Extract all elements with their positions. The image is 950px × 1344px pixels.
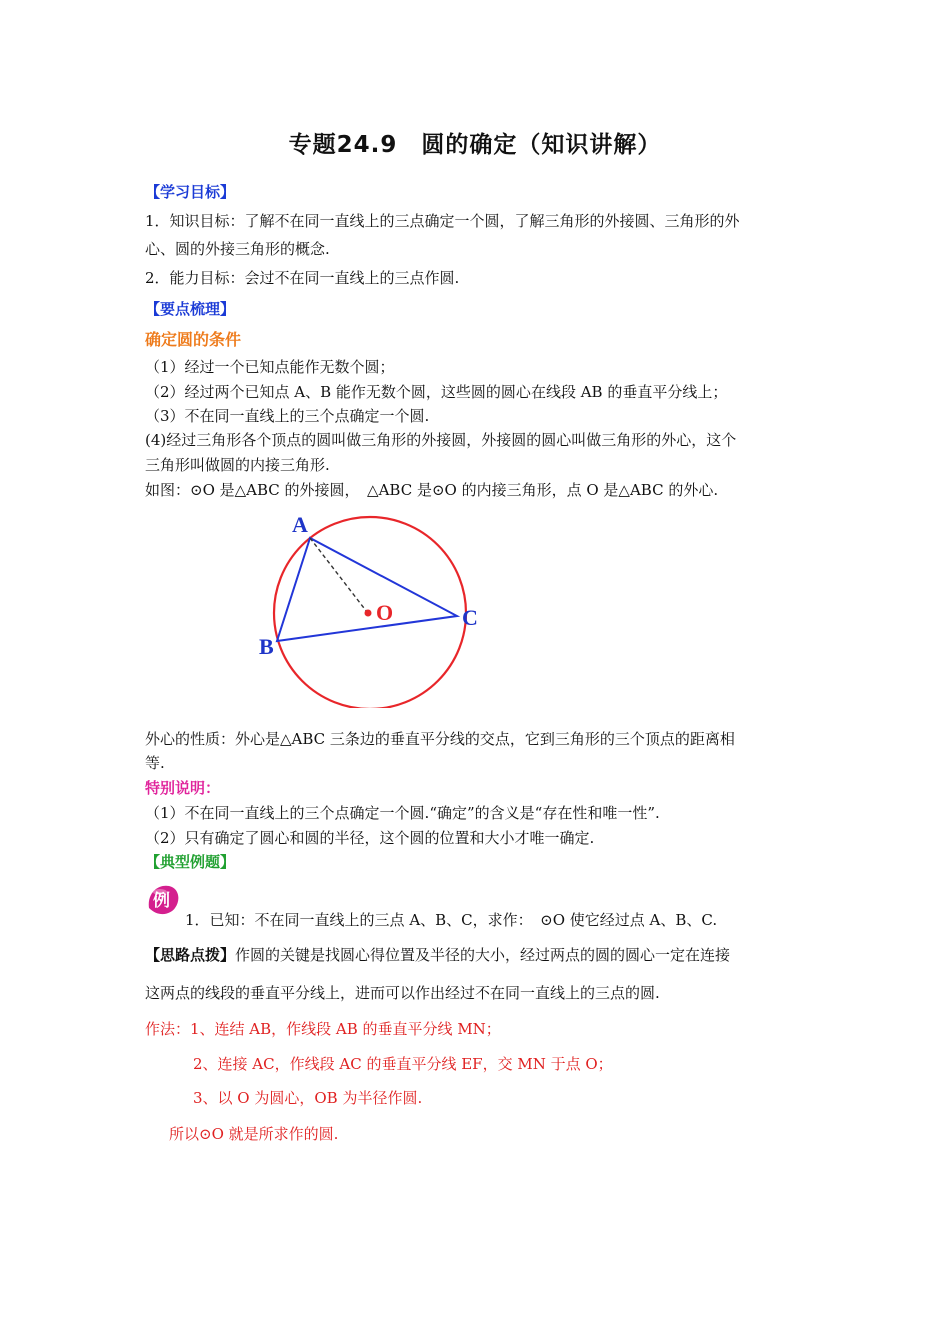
vertex-label-c: C: [462, 605, 478, 630]
special-note-item-1: （1）不在同一直线上的三个点确定一个圆.“确定”的含义是“存在性和唯一性”.: [145, 804, 660, 822]
hint-label: 【思路点拨】: [145, 946, 236, 964]
triangle-abc: [277, 538, 457, 641]
page-title: 专题24.9 圆的确定（知识讲解）: [288, 132, 662, 158]
key-points-subheader: 确定圆的条件: [145, 330, 242, 349]
property-line-2: 等.: [145, 754, 165, 772]
center-label-o: O: [376, 600, 394, 625]
example-badge-label: 例: [153, 891, 170, 911]
construction-step-3: 3、以 O 为圆心，OB 为半径作圆.: [193, 1089, 423, 1107]
key-point-item-3: （3）不在同一直线上的三个点确定一个圆.: [145, 407, 430, 425]
learning-goals-header: 【学习目标】: [145, 183, 236, 201]
special-note-header: 特别说明：: [145, 779, 221, 797]
example-badge-icon: [145, 882, 181, 920]
vertex-label-a: A: [292, 512, 308, 537]
hint-line-1: [145, 943, 825, 967]
key-points-header: 【要点梳理】: [145, 300, 236, 318]
radius-oa: [310, 538, 367, 612]
key-point-item-1: （1）经过一个已知点能作无数个圆；: [145, 358, 395, 376]
vertex-label-b: B: [259, 634, 274, 659]
key-point-item-2: （2）经过两个已知点 A、B 能作无数个圆，这些圆的圆心在线段 AB 的垂直平分线上；: [145, 383, 728, 401]
hint-text-1: 作圆的关键是找圆心得位置及半径的大小，经过两点的圆的圆心一定在连接: [235, 946, 731, 964]
key-point-item-4-cont: 三角形叫做圆的内接三角形.: [145, 456, 330, 474]
key-point-item-4: (4)经过三角形各个顶点的圆叫做三角形的外接圆，外接圆的圆心叫做三角形的外心，这个: [145, 431, 737, 449]
circumcircle-figure: [245, 508, 505, 708]
construction-step-2: 2、连接 AC，作线段 AC 的垂直平分线 EF，交 MN 于点 O；: [193, 1055, 613, 1073]
property-line-1: 外心的性质：外心是△ABC 三条边的垂直平分线的交点，它到三角形的三个顶点的距离相: [145, 730, 735, 748]
goal-item-2: 2．能力目标：会过不在同一直线上的三点作圆.: [145, 269, 460, 287]
example-question: 1．已知：不在同一直线上的三点 A、B、C，求作： ⊙O 使它经过点 A、B、C.: [185, 911, 718, 929]
construction-conclusion: 所以⊙O 就是所求作的圆.: [169, 1125, 339, 1143]
figure-caption: 如图：⊙O 是△ABC 的外接圆， △ABC 是⊙O 的内接三角形，点 O 是△ABC 的外心.: [145, 481, 719, 499]
examples-header: 【典型例题】: [145, 853, 236, 871]
goal-item-1-line1: 1．知识目标：了解不在同一直线上的三点确定一个圆，了解三角形的外接圆、三角形的外: [145, 212, 740, 230]
construction-step-1: 作法：1、连结 AB，作线段 AB 的垂直平分线 MN；: [145, 1020, 501, 1038]
special-note-item-2: （2）只有确定了圆心和圆的半径，这个圆的位置和大小才唯一确定.: [145, 829, 595, 847]
hint-line-2: 这两点的线段的垂直平分线上，进而可以作出经过不在同一直线上的三点的圆.: [145, 984, 660, 1002]
goal-item-1-line2: 心、圆的外接三角形的概念.: [145, 240, 330, 258]
center-point-o: [365, 610, 372, 617]
